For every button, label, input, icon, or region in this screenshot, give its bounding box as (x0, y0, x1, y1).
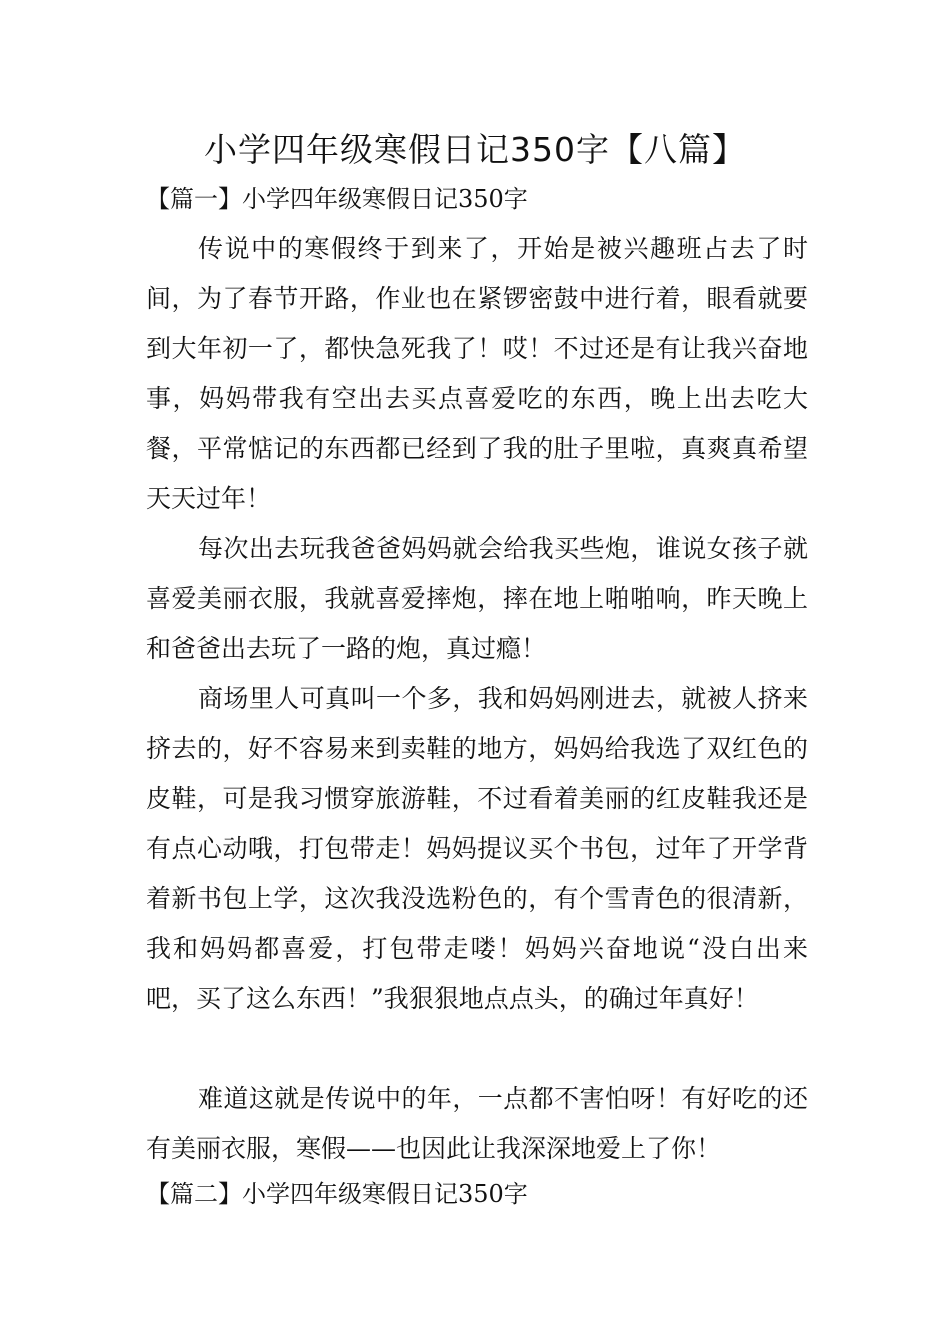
paragraph-2: 每次出去玩我爸爸妈妈就会给我买些炮，谁说女孩子就喜爱美丽衣服，我就喜爱摔炮，摔在地上啪啪响，昨天晚上和爸爸出去玩了一路的炮，真过瘾！ (146, 534, 808, 663)
section-heading-1: 【篇一】小学四年级寒假日记350字 (146, 185, 528, 213)
document-title: 小学四年级寒假日记350字【八篇】 (204, 130, 746, 169)
section-heading-2: 【篇二】小学四年级寒假日记350字 (146, 1180, 528, 1208)
paragraph-3: 商场里人可真叫一个多，我和妈妈刚进去，就被人挤来挤去的，好不容易来到卖鞋的地方，妈妈给我选了双红色的皮鞋，可是我习惯穿旅游鞋，不过看着美丽的红皮鞋我还是有点心动哦，打包带走！妈妈提议买个书包，过年了开学背着新书包上学，这次我没选粉色的，有个雪青色的很清新，我和妈妈都喜爱，打包带走喽！妈妈兴奋地说“没白出来吧，买了这么东西！”我狠狠地点点头，的确过年真好！ (146, 684, 808, 1013)
paragraph-1: 传说中的寒假终于到来了，开始是被兴趣班占去了时间，为了春节开路，作业也在紧锣密鼓中进行着，眼看就要到大年初一了，都快急死我了！哎！不过还是有让我兴奋地事，妈妈带我有空出去买点喜爱吃的东西，晚上出去吃大餐，平常惦记的东西都已经到了我的肚子里啦，真爽真希望天天过年！ (146, 234, 808, 513)
paragraph-4: 难道这就是传说中的年，一点都不害怕呀！有好吃的还有美丽衣服，寒假——也因此让我深深地爱上了你！ (146, 1084, 808, 1163)
